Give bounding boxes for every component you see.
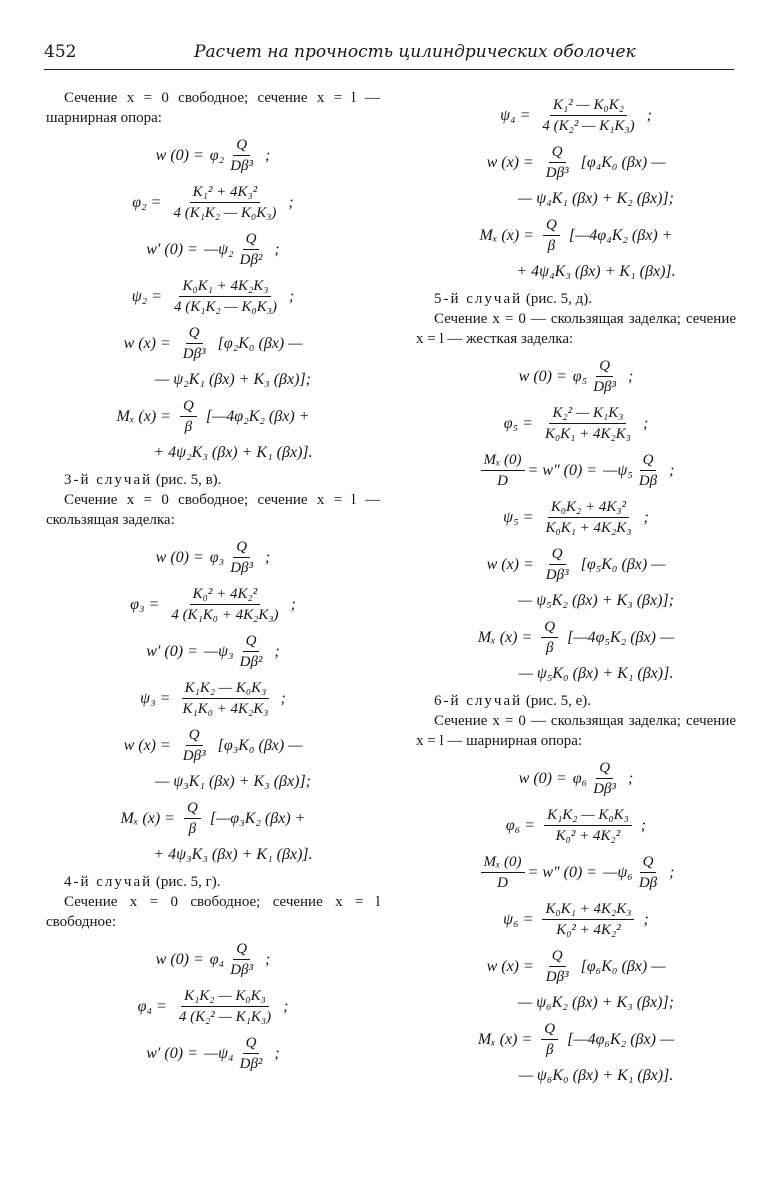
fraction-numerator: K₁K₂ — K₀K₃ xyxy=(182,679,270,699)
fraction-numerator: Q xyxy=(184,799,201,819)
equation-lhs: ψ₂ = xyxy=(131,287,162,305)
equation-block xyxy=(46,136,380,462)
equation-lhs: w (0) = xyxy=(155,950,204,968)
equation xyxy=(416,759,736,798)
equation xyxy=(46,940,380,979)
equation-coefficient: —ψ₄ xyxy=(203,1044,234,1062)
case6-heading: 6-й случай (рис. 5, е). xyxy=(434,693,591,709)
fraction-numerator: Q xyxy=(180,397,197,417)
equation-lhs: ψ₃ = xyxy=(140,689,171,707)
fraction-denominator: K₀K₁ + 4K₂K₃ xyxy=(545,520,632,536)
equation-lhs: ψ₅ = xyxy=(503,508,534,526)
fraction-denominator: Dβ³ xyxy=(545,969,569,985)
equation-tail: [—4φ₂K₂ (βx) + xyxy=(205,407,310,425)
equation-lhs: w (x) = xyxy=(123,334,171,352)
equation xyxy=(46,585,380,624)
equation xyxy=(416,143,736,182)
rhs-fraction xyxy=(539,96,637,135)
equation-lhs: w′ (0) = xyxy=(146,1044,198,1062)
fraction-numerator: Q xyxy=(233,136,250,156)
rhs-fraction xyxy=(544,806,632,845)
equation-lhs: φ₆ = xyxy=(505,816,536,834)
equation-lhs: ψ₆ = xyxy=(503,910,534,928)
equation-text: — ψ₅K₂ (βx) + K₃ (βx)]; xyxy=(518,592,674,609)
equation-tail: ; xyxy=(288,193,294,211)
fraction-denominator: K₀K₁ + 4K₂K₃ xyxy=(544,426,631,442)
rhs-fraction xyxy=(541,1020,558,1059)
fraction-numerator: K₁² — K₀K₂ xyxy=(550,96,627,116)
fraction-numerator: Q xyxy=(243,632,260,652)
equation-lhs: w (x) = xyxy=(123,736,171,754)
equation-tail: ; xyxy=(646,106,652,124)
equation xyxy=(46,397,380,436)
case3-intro: Сечение x = 0 свободное; сечение x = l — скользящая заделка: xyxy=(46,492,380,528)
equation-continuation xyxy=(46,371,380,389)
equation-block xyxy=(416,357,736,683)
equation xyxy=(46,230,380,269)
rhs-fraction xyxy=(636,853,660,892)
rhs-fraction xyxy=(636,451,660,490)
equation xyxy=(416,357,736,396)
fraction-numerator: Q xyxy=(640,853,657,873)
case5-intro: Сечение x = 0 — скользящая заделка; сечение x = l — жесткая заделка: xyxy=(416,311,736,347)
equation xyxy=(416,498,736,537)
equation xyxy=(416,96,736,135)
fraction-numerator: K₁K₂ — K₀K₃ xyxy=(181,987,269,1007)
equation-tail: [φ₅K₀ (βx) — xyxy=(580,555,666,573)
fraction-numerator: Q xyxy=(243,1034,260,1054)
equation-lhs: w′ (0) = xyxy=(146,240,198,258)
fraction-numerator: Q xyxy=(640,451,657,471)
equation-block xyxy=(416,96,736,281)
rhs-fraction xyxy=(590,759,619,798)
fraction-numerator: Q xyxy=(549,947,566,967)
equation-text: — ψ₅K₀ (βx) + K₁ (βx)]. xyxy=(518,665,674,682)
case6-intro: Сечение x = 0 — скользящая заделка; сечение x = l — шарнирная опора: xyxy=(416,713,736,749)
equation-continuation xyxy=(416,263,736,281)
rhs-fraction xyxy=(171,277,280,316)
fraction-numerator: K₀K₁ + 4K₂K₃ xyxy=(179,277,271,297)
equation xyxy=(46,183,380,222)
fraction-numerator: K₀K₁ + 4K₂K₃ xyxy=(542,900,634,920)
page-header xyxy=(44,38,734,70)
fraction-numerator: K₁K₂ — K₀K₃ xyxy=(544,806,632,826)
equation xyxy=(416,947,736,986)
fraction-numerator: Q xyxy=(186,324,203,344)
case3-heading: 3-й случай (рис. 5, в). xyxy=(64,472,222,488)
fraction-denominator: K₀² + 4K₂² xyxy=(556,922,621,938)
equation-tail: ; xyxy=(283,997,289,1015)
fraction-numerator: Q xyxy=(233,538,250,558)
equation xyxy=(416,545,736,584)
rhs-fraction xyxy=(542,900,634,939)
right-column xyxy=(416,88,736,1168)
fraction-numerator: Q xyxy=(541,618,558,638)
equation-tail: [—φ₃K₂ (βx) + xyxy=(209,809,306,827)
equation-tail: ; xyxy=(274,1044,280,1062)
case4-heading: 4-й случай (рис. 5, г). xyxy=(64,874,221,890)
page-number: 452 xyxy=(44,42,77,62)
rhs-fraction xyxy=(180,726,209,765)
equation-lhs: w (x) = xyxy=(486,957,534,975)
fraction-denominator: 4 (K₁K₂ — K₀K₃) xyxy=(174,299,277,315)
equation-continuation xyxy=(46,444,380,462)
equation-tail: [—4φ₅K₂ (βx) — xyxy=(567,628,675,646)
fraction-numerator: K₁² + 4K₃² xyxy=(190,183,261,203)
equation-lhs: Mₓ (x) = xyxy=(116,407,171,425)
equation-lhs: w (x) = xyxy=(486,555,534,573)
fraction-denominator: Dβ³ xyxy=(545,165,569,181)
equation-text: + 4ψ₄K₃ (βx) + K₁ (βx)]. xyxy=(516,263,676,280)
equation-coefficient: —ψ₃ xyxy=(203,642,234,660)
fraction-denominator: 4 (K₁K₀ + 4K₂K₃) xyxy=(171,607,279,623)
fraction-denominator: 4 (K₂² — K₁K₃) xyxy=(178,1009,272,1025)
fraction-numerator: Mₓ (0) xyxy=(481,451,525,471)
equation-text: — ψ₂K₁ (βx) + K₃ (βx)]; xyxy=(155,371,311,388)
case4-intro: Сечение x = 0 свободное; сечение x = l свободное: xyxy=(46,894,380,930)
equation-tail: ; xyxy=(628,769,634,787)
equation xyxy=(46,277,380,316)
fraction-denominator: β xyxy=(184,419,193,435)
equation-lhs: w (x) = xyxy=(486,153,534,171)
equation-tail: ; xyxy=(669,863,675,881)
fraction-denominator: D xyxy=(497,875,508,891)
equation-block xyxy=(46,538,380,864)
rhs-fraction xyxy=(543,947,572,986)
equation-tail: ; xyxy=(288,287,295,305)
equation xyxy=(416,900,736,939)
rhs-fraction xyxy=(227,136,256,175)
equation xyxy=(46,726,380,765)
fraction-denominator: Dβ² xyxy=(239,654,263,670)
equation-text: — ψ₃K₁ (βx) + K₃ (βx)]; xyxy=(155,773,311,790)
equation-text: — ψ₆K₀ (βx) + K₁ (βx)]. xyxy=(518,1067,674,1084)
equation-tail: ; xyxy=(628,367,634,385)
rhs-fraction xyxy=(543,216,560,255)
equation xyxy=(416,1020,736,1059)
fraction-denominator: β xyxy=(547,238,556,254)
equation-tail: ; xyxy=(265,548,271,566)
fraction-numerator: Q xyxy=(541,1020,558,1040)
equation xyxy=(416,618,736,657)
equation-continuation xyxy=(46,846,380,864)
case5-heading: 5-й случай (рис. 5, д). xyxy=(434,291,592,307)
equation-tail: ; xyxy=(274,642,280,660)
fraction-numerator: K₂² — K₁K₃ xyxy=(549,404,626,424)
equation-tail: [φ₃K₀ (βx) — xyxy=(217,736,303,754)
fraction-denominator: Dβ³ xyxy=(593,781,617,797)
fraction-denominator: Dβ xyxy=(638,875,658,891)
fraction-denominator: β xyxy=(188,821,197,837)
equation-tail: ; xyxy=(265,146,271,164)
rhs-fraction xyxy=(227,538,256,577)
fraction-numerator: Q xyxy=(549,545,566,565)
equation xyxy=(416,404,736,443)
lhs-fraction xyxy=(481,451,525,490)
equation xyxy=(416,806,736,845)
equation-coefficient: φ₃ xyxy=(209,548,225,566)
fraction-numerator: Q xyxy=(233,940,250,960)
equation-tail: [φ₂K₀ (βx) — xyxy=(217,334,303,352)
fraction-denominator: Dβ² xyxy=(239,1056,263,1072)
equation-tail: [—4φ₄K₂ (βx) + xyxy=(568,226,673,244)
equation-tail: ; xyxy=(274,240,280,258)
equation-lhs: φ₅ = xyxy=(503,414,533,432)
equation xyxy=(416,451,736,490)
equation-tail: ; xyxy=(640,816,647,834)
equation-coefficient: φ₄ xyxy=(209,950,225,968)
equation-lhs: = w″ (0) = xyxy=(527,461,598,479)
equation-text: + 4ψ₂K₃ (βx) + K₁ (βx)]. xyxy=(153,444,313,461)
rhs-fraction xyxy=(237,1034,266,1073)
fraction-denominator: Dβ xyxy=(638,473,658,489)
rhs-fraction xyxy=(543,545,572,584)
fraction-denominator: β xyxy=(545,640,554,656)
fraction-numerator: K₀² + 4K₂² xyxy=(190,585,261,605)
equation-continuation xyxy=(416,592,736,610)
case2-intro: Сечение x = 0 свободное; сечение x = l — шарнирная опора: xyxy=(46,90,380,126)
equation-lhs: φ₃ = xyxy=(130,595,160,613)
fraction-numerator: Q xyxy=(596,759,613,779)
equation-tail: ; xyxy=(280,689,286,707)
equation-lhs: Mₓ (x) = xyxy=(477,628,533,646)
equation xyxy=(46,324,380,363)
rhs-fraction xyxy=(237,632,266,671)
equation xyxy=(416,216,736,255)
equation-lhs: Mₓ (x) = xyxy=(479,226,534,244)
fraction-denominator: Dβ³ xyxy=(593,379,617,395)
equation-tail: ; xyxy=(669,461,675,479)
equation-continuation xyxy=(416,994,736,1012)
equation-tail: ; xyxy=(290,595,296,613)
equation xyxy=(46,538,380,577)
equation-tail: ; xyxy=(265,950,271,968)
fraction-denominator: Dβ³ xyxy=(230,560,254,576)
equation-lhs: Mₓ (x) = xyxy=(477,1030,533,1048)
equation-lhs: w (0) = xyxy=(518,367,567,385)
rhs-fraction xyxy=(542,404,634,443)
rhs-fraction xyxy=(227,940,256,979)
equation-coefficient: —ψ₂ xyxy=(203,240,234,258)
fraction-denominator: Dβ³ xyxy=(545,567,569,583)
equation-tail: [φ₄K₀ (βx) — xyxy=(580,153,666,171)
equation-lhs: w (0) = xyxy=(518,769,567,787)
fraction-denominator: Dβ³ xyxy=(230,158,254,174)
equation xyxy=(46,632,380,671)
equation-lhs: w (0) = xyxy=(155,146,204,164)
fraction-denominator: K₀² + 4K₂² xyxy=(555,828,621,844)
equation-tail: ; xyxy=(643,508,649,526)
fraction-numerator: Q xyxy=(549,143,566,163)
equation-text: — ψ₄K₁ (βx) + K₂ (βx)]; xyxy=(518,190,674,207)
equation-lhs: = w″ (0) = xyxy=(527,863,598,881)
equation-tail: [φ₆K₀ (βx) — xyxy=(580,957,666,975)
equation-tail: ; xyxy=(642,414,649,432)
equation-coefficient: φ₅ xyxy=(572,367,588,385)
fraction-numerator: Q xyxy=(186,726,203,746)
rhs-fraction xyxy=(168,585,281,624)
rhs-fraction xyxy=(590,357,619,396)
rhs-fraction xyxy=(541,618,558,657)
equation-continuation xyxy=(416,1067,736,1085)
equation-coefficient: φ₆ xyxy=(572,769,588,787)
fraction-numerator: Mₓ (0) xyxy=(481,853,525,873)
equation-lhs: Mₓ (x) = xyxy=(120,809,175,827)
equation-coefficient: —ψ₅ xyxy=(603,461,633,479)
equation-tail: ; xyxy=(643,910,649,928)
equation-lhs: w′ (0) = xyxy=(146,642,198,660)
equation-continuation xyxy=(416,665,736,683)
equation-coefficient: —ψ₆ xyxy=(603,863,633,881)
equation xyxy=(416,853,736,892)
equation-text: + 4ψ₃K₃ (βx) + K₁ (βx)]. xyxy=(153,846,313,863)
rhs-fraction xyxy=(543,143,572,182)
fraction-denominator: Dβ³ xyxy=(230,962,254,978)
equation xyxy=(46,679,380,718)
rhs-fraction xyxy=(179,679,271,718)
fraction-denominator: D xyxy=(497,473,508,489)
equation-coefficient: φ₂ xyxy=(209,146,225,164)
equation-lhs: φ₄ = xyxy=(137,997,167,1015)
rhs-fraction xyxy=(184,799,201,838)
fraction-numerator: Q xyxy=(543,216,560,236)
lhs-fraction xyxy=(481,853,525,892)
fraction-denominator: Dβ³ xyxy=(182,748,206,764)
fraction-denominator: K₁K₀ + 4K₂K₃ xyxy=(182,701,269,717)
fraction-denominator: 4 (K₂² — K₁K₃) xyxy=(542,118,635,134)
equation-block xyxy=(416,759,736,1085)
equation-lhs: ψ₄ = xyxy=(500,106,531,124)
rhs-fraction xyxy=(180,397,197,436)
equation xyxy=(46,987,380,1026)
equation xyxy=(46,799,380,838)
equation-continuation xyxy=(416,190,736,208)
fraction-denominator: β xyxy=(545,1042,554,1058)
equation-lhs: w (0) = xyxy=(155,548,204,566)
rhs-fraction xyxy=(170,183,279,222)
fraction-numerator: Q xyxy=(596,357,613,377)
running-title: Расчет на прочность цилиндрических оболочек xyxy=(194,42,636,62)
left-column xyxy=(46,88,380,1168)
rhs-fraction xyxy=(237,230,266,269)
rhs-fraction xyxy=(180,324,209,363)
fraction-numerator: K₀K₂ + 4K₃² xyxy=(548,498,629,518)
equation-continuation xyxy=(46,773,380,791)
equation-text: — ψ₆K₂ (βx) + K₃ (βx)]; xyxy=(518,994,674,1011)
equation-tail: [—4φ₆K₂ (βx) — xyxy=(567,1030,675,1048)
equation xyxy=(46,136,380,175)
equation xyxy=(46,1034,380,1073)
fraction-denominator: Dβ³ xyxy=(182,346,206,362)
rhs-fraction xyxy=(542,498,634,537)
equation-block xyxy=(46,940,380,1073)
header-rule xyxy=(44,69,734,70)
fraction-numerator: Q xyxy=(243,230,260,250)
rhs-fraction xyxy=(176,987,274,1026)
fraction-denominator: Dβ² xyxy=(239,252,263,268)
equation-lhs: φ₂ = xyxy=(132,193,162,211)
fraction-denominator: 4 (K₁K₂ — K₀K₃) xyxy=(173,205,277,221)
